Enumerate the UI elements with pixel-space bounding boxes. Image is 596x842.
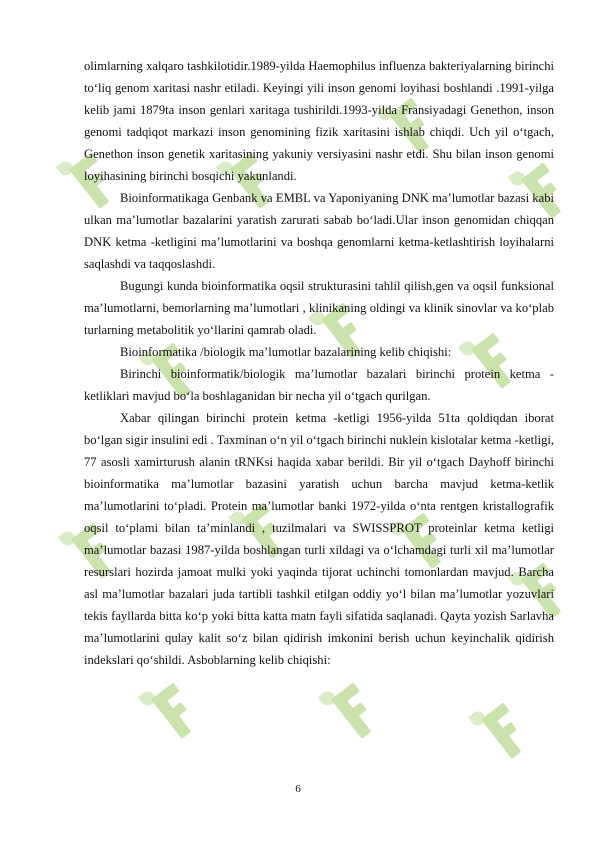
page-number: 6	[295, 783, 301, 795]
body-text	[84, 55, 554, 671]
paragraph: Bioinformatikaga Genbank va EMBL va Yaponiyaning DNK ma’lumotlar bazasi kabi ulkan ma’lumotlar bazalarini yaratish zarurati sabab bo‘ladi.Ular inson genomidan chiqqan DNK ketma -ketligini ma’lumotlarini va boshqa genomlarni ketma-ketlashtirish loyihalarni saqlashdi va taqqoslashdi.	[84, 191, 554, 271]
section-heading-paragraph: Bioinformatika /biologik ma’lumotlar bazalarining kelib chiqishi:	[120, 345, 452, 359]
paragraph: Xabar qilingan birinchi protein ketma -ketligi 1956-yilda 51ta qoldiqdan iborat bo‘lgan sigir insulini edi . Taxminan o‘n yil o‘tgach birinchi nuklein kislotalar ketma -ketligi, 77 asosli xamirturush alanin tRNKsi haqida xabar berildi. Bir yil o‘tgach Dayhoff birinchi bioinformatika ma’lumotlar bazasini yaratish uchun barcha mavjud ketma-ketlik ma’lumotlarini to‘pladi. Protein ma’lumotlar banki 1972-yilda o‘nta rentgen kristallografik oqsil to‘plami bilan ta’minlandi , tuzilmalari va SWISSPROT proteinlar ketma ketligi ma’lumotlar bazasi 1987-yilda boshlangan turli xildagi va o‘lchamdagi turli xil ma’lumotlar resurslari hozirda jamoat mulki yoki yaqinda tijorat uchinchi tomonlardan mavjud. Barcha asl ma’lumotlar bazalari juda tartibli tashkil etilgan oddiy yo‘l bilan ma’lumotlar yozuvlari tekis fayllarda bitta ko‘p yoki bitta katta matn fayli sifatida saqlanadi. Qayta yozish Sarlavha ma’lumotlarini qulay kalit so‘z bilan qidirish imkonini berish uchun keyinchalik qidirish indekslari qo‘shildi. Asboblarning kelib chiqishi:	[84, 411, 555, 667]
watermark-logo-icon	[313, 674, 391, 756]
paragraph: olimlarning xalqaro tashkilotidir.1989-yilda Haemophilus influenza bakteriyalarning birinchi to‘liq genom xaritasi nashr etiladi. Keyingi yili inson genomi loyihasi boshlandi .1991-yilga kelib jami 1879ta inson genlari xaritaga tushirildi.1993-yilda Fransiyadagi Genethon, inson genomi tadqiqot markazi inson genomining fizik xaritasini ishlab chiqdi. Uch yil o‘tgach, Genethon inson genetik xaritasining yakuniy versiyasini nashr etdi. Shu bilan inson genomi loyihasining birinchi bosqichi yakunlandi.	[84, 59, 554, 183]
paragraph: Bugungi kunda bioinformatika oqsil strukturasini tahlil qilish,gen va oqsil funksional ma’lumotlarni, bemorlarning ma’lumotlari , klinikaning oldingi va klinik sinovlar va ko‘plab turlarning metabolitik yo‘llarini qamrab oladi.	[84, 279, 554, 337]
watermark-logo-icon	[463, 694, 541, 776]
paragraph: Birinchi bioinformatik/biologik ma’lumotlar bazalari birinchi protein ketma -ketliklari mavjud bo‘la boshlaganidan bir necha yil o‘tgach qurilgan.	[84, 367, 554, 403]
watermark-logo-icon	[133, 674, 211, 756]
